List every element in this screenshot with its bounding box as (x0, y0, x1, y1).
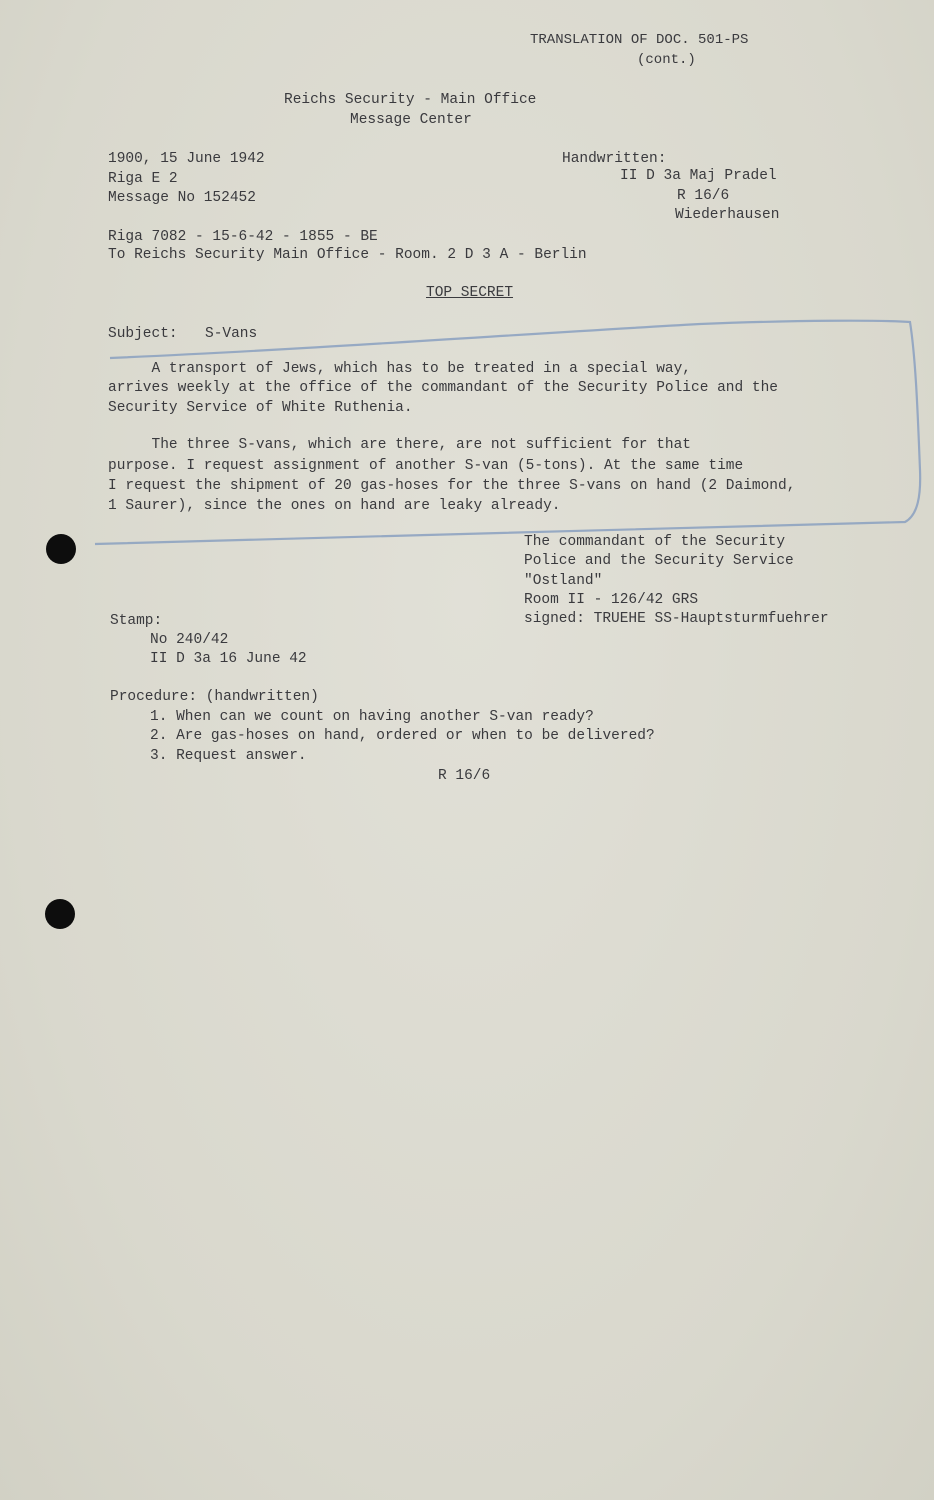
signature-line3: "Ostland" (524, 573, 603, 589)
body-p1-line3: Security Service of White Ruthenia. (108, 400, 413, 416)
stamp-label: Stamp: (110, 613, 163, 629)
procedure-item-3: 3. Request answer. (150, 748, 307, 764)
body-p1-line1: A transport of Jews, which has to be treated in a special way, (108, 361, 691, 377)
procedure-label: Procedure: (handwritten) (110, 689, 319, 705)
procedure-item-2: 2. Are gas-hoses on hand, ordered or when to be delivered? (150, 728, 655, 744)
handwritten-line3: Wiederhausen (675, 207, 780, 223)
punch-hole-bottom (45, 899, 75, 929)
handwritten-line1: II D 3a Maj Pradel (620, 168, 777, 184)
translation-cont: (cont.) (637, 52, 696, 68)
stamp-line2: II D 3a 16 June 42 (150, 651, 307, 667)
routing-line2: To Reichs Security Main Office - Room. 2 D 3 A - Berlin (108, 247, 587, 263)
message-origin: Riga E 2 (108, 171, 178, 187)
routing-line1: Riga 7082 - 15-6-42 - 1855 - BE (108, 229, 378, 245)
message-date: 1900, 15 June 1942 (108, 151, 265, 167)
office-title: Reichs Security - Main Office (284, 92, 537, 108)
signature-line4: Room II - 126/42 GRS (524, 592, 699, 608)
body-p2-line2: purpose. I request assignment of another S-van (5-tons). At the same time (108, 458, 744, 474)
classification-label: TOP SECRET (426, 285, 514, 301)
translation-title: TRANSLATION OF DOC. 501-PS (530, 32, 749, 48)
punch-hole-top (46, 534, 76, 564)
blue-pencil-bracket (0, 0, 934, 560)
signature-line5: signed: TRUEHE SS-Hauptsturmfuehrer (524, 611, 829, 627)
body-p1-line2: arrives weekly at the office of the commandant of the Security Police and the (108, 380, 779, 396)
handwritten-label: Handwritten: (562, 151, 667, 167)
body-p2-line4: 1 Saurer), since the ones on hand are leaky already. (108, 498, 561, 514)
body-p2-line3: I request the shipment of 20 gas-hoses for the three S-vans on hand (2 Daimond, (108, 478, 796, 494)
office-subtitle: Message Center (350, 112, 472, 128)
message-number: Message No 152452 (108, 190, 256, 206)
procedure-initial: R 16/6 (438, 768, 491, 784)
signature-line2: Police and the Security Service (524, 553, 794, 569)
subject-value: S-Vans (205, 326, 258, 342)
subject-label: Subject: (108, 326, 178, 342)
body-p2-line1: The three S-vans, which are there, are not sufficient for that (108, 437, 691, 453)
stamp-line1: No 240/42 (150, 632, 229, 648)
procedure-item-1: 1. When can we count on having another S-van ready? (150, 709, 594, 725)
signature-line1: The commandant of the Security (524, 534, 786, 550)
handwritten-line2: R 16/6 (677, 188, 730, 204)
